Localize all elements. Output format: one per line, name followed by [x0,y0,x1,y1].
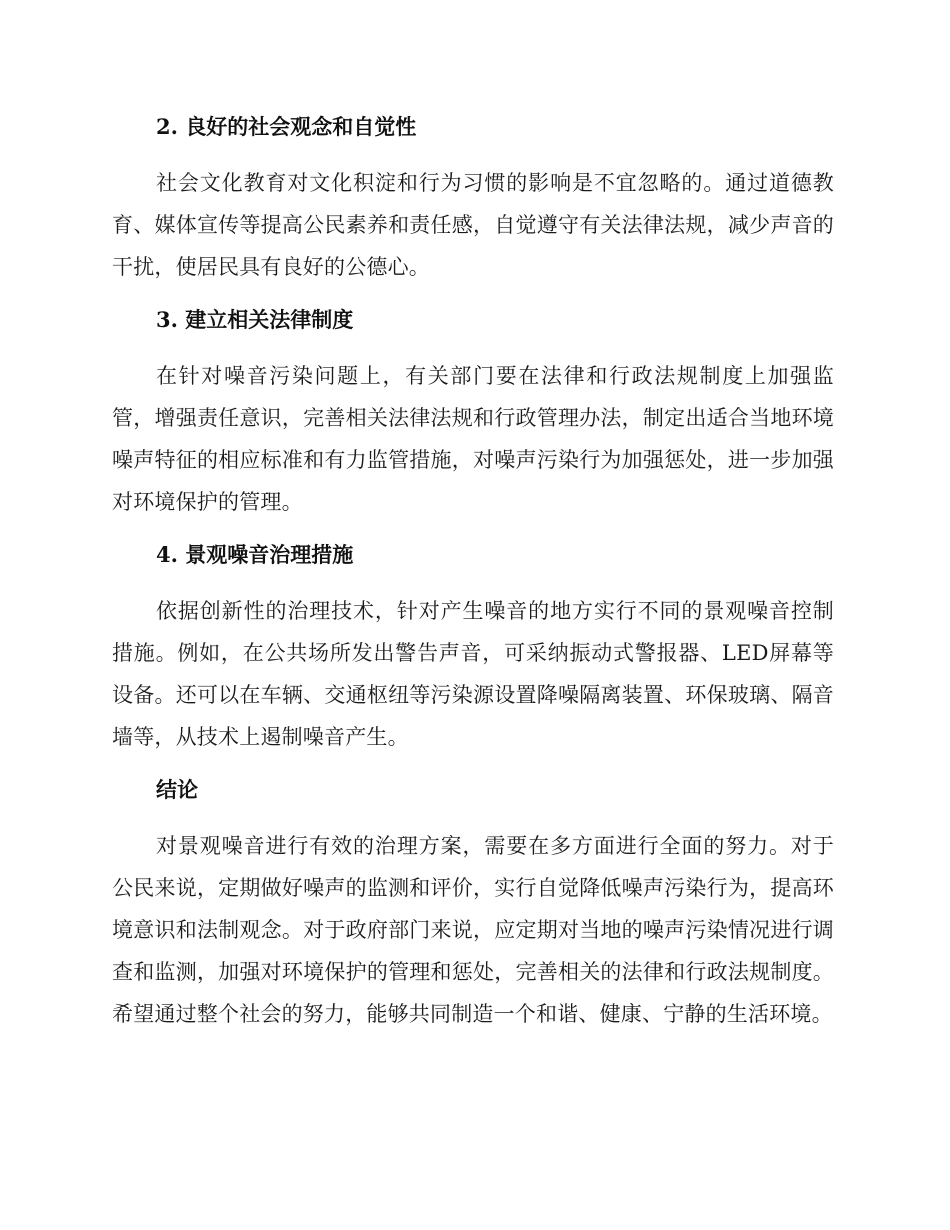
section-paragraph-social-awareness: 社会文化教育对文化积淀和行为习惯的影响是不宜忽略的。通过道德教育、媒体宣传等提高公民素养和责任感，自觉遵守有关法律法规，减少声音的干扰，使居民具有良好的公德心。 [112,171,834,279]
section-paragraph-noise-measures: 依据创新性的治理技术，针对产生噪音的地方实行不同的景观噪音控制措施。例如，在公共场所发出警告声音，可采纳振动式警报器、LED屏幕等设备。还可以在车辆、交通枢纽等污染源设置降噪隔离装置、环保玻璃、隔音墙等，从技术上遏制噪音产生。 [112,599,834,749]
section-heading-legal-system: 3. 建立相关法律制度 [156,307,354,332]
section-heading-conclusion: 结论 [156,777,198,802]
section-heading-noise-measures: 4. 景观噪音治理措施 [156,542,354,567]
document-page [112,112,834,1035]
section-heading-social-awareness: 2. 良好的社会观念和自觉性 [156,114,417,139]
section-paragraph-conclusion: 对景观噪音进行有效的治理方案，需要在多方面进行全面的努力。对于公民来说，定期做好噪声的监测和评价，实行自觉降低噪声污染行为，提高环境意识和法制观念。对于政府部门来说，应定期对当地的噪声污染情况进行调查和监测，加强对环境保护的管理和惩处，完善相关的法律和行政法规制度。希望通过整个社会的努力，能够共同制造一个和谐、健康、宁静的生活环境。 [112,834,834,1026]
section-paragraph-legal-system: 在针对噪音污染问题上，有关部门要在法律和行政法规制度上加强监管，增强责任意识，完善相关法律法规和行政管理办法，制定出适合当地环境噪声特征的相应标准和有力监管措施，对噪声污染行为加强惩处，进一步加强对环境保护的管理。 [112,364,834,514]
